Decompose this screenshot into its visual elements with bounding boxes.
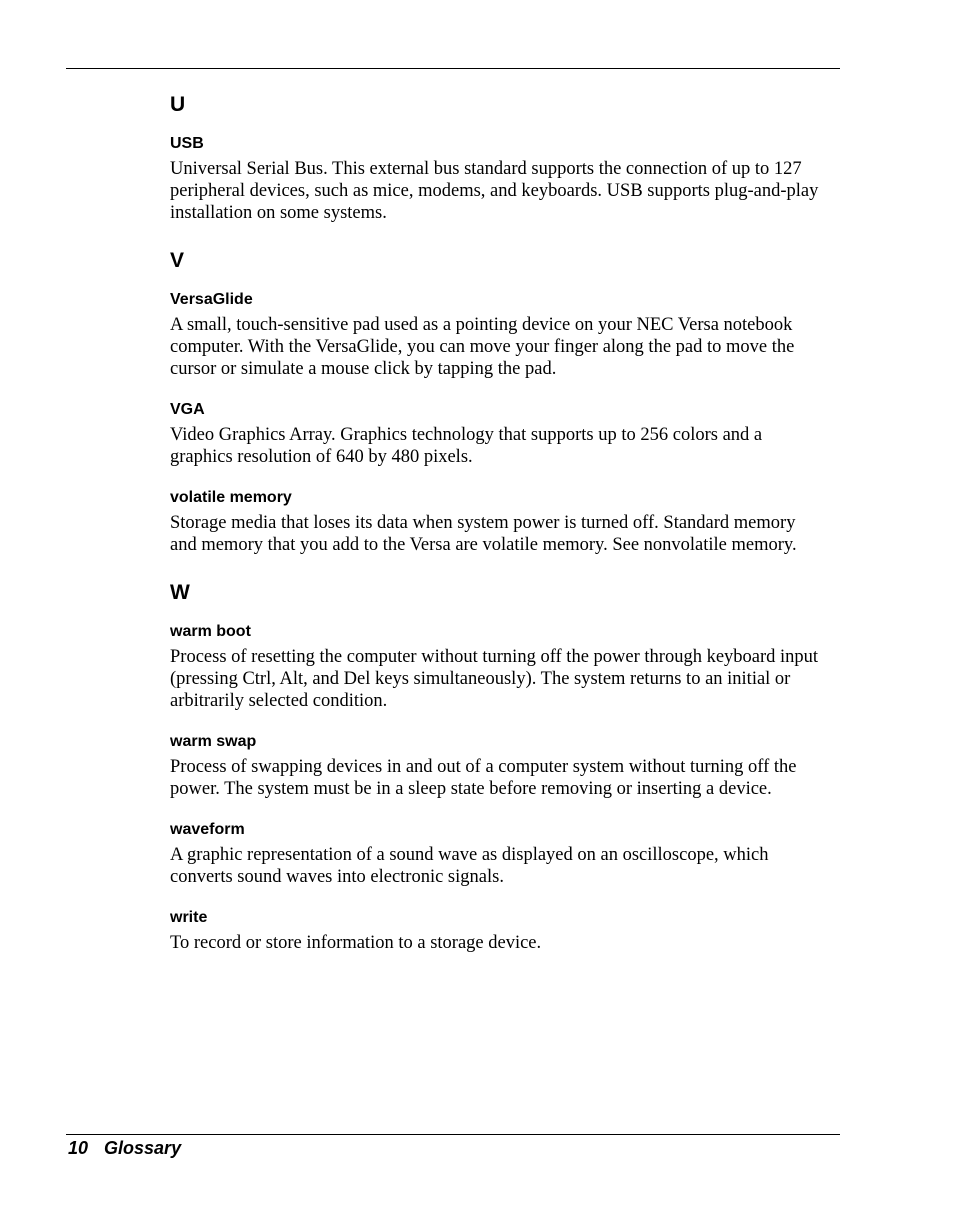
definition-line: To record or store information to a storage device. [170,933,542,953]
glossary-term: write [170,909,208,926]
glossary-section [170,248,840,556]
glossary-entry [170,622,840,712]
definition-line: Process of resetting the computer without turning off the power through keyboard input [170,647,819,667]
glossary-definition [170,512,840,556]
section-letter: U [170,93,186,116]
glossary-definition [170,424,840,468]
glossary-entry [170,908,840,954]
footer-title: Glossary [104,1138,182,1158]
glossary-entry [170,134,840,224]
glossary-term: warm swap [170,733,257,750]
definition-line: (pressing Ctrl, Alt, and Del keys simultaneously). The system returns to an initial or [170,669,791,689]
definition-line: Video Graphics Array. Graphics technology that supports up to 256 colors and a [170,425,763,445]
glossary-definition [170,844,840,888]
glossary-entry [170,290,840,380]
definition-line: power. The system must be in a sleep state before removing or inserting a device. [170,779,772,799]
definition-line: Universal Serial Bus. This external bus standard supports the connection of up to 127 [170,159,802,179]
glossary-term: warm boot [170,623,251,640]
definition-line: installation on some systems. [170,203,387,223]
footer-rule [66,1134,840,1135]
definition-line: and memory that you add to the Versa are volatile memory. See nonvolatile memory. [170,535,797,555]
glossary-entry [170,400,840,468]
definition-line: A graphic representation of a sound wave as displayed on an oscilloscope, which [170,845,769,865]
glossary-definition [170,756,840,800]
definition-line: peripheral devices, such as mice, modems, and keyboards. USB supports plug-and-play [170,181,819,201]
glossary-term: USB [170,135,204,152]
glossary-section [170,580,840,954]
glossary-term: waveform [170,821,245,838]
glossary-term: volatile memory [170,489,292,506]
glossary-entry [170,820,840,888]
glossary-definition [170,932,840,954]
glossary-definition [170,646,840,712]
glossary-content [170,92,840,978]
glossary-section [170,92,840,224]
glossary-definition [170,158,840,224]
page-footer [68,1137,181,1159]
glossary-term: VGA [170,401,205,418]
definition-line: arbitrarily selected condition. [170,691,388,711]
section-letter: V [170,249,185,272]
definition-line: graphics resolution of 640 by 480 pixels. [170,447,473,467]
glossary-term: VersaGlide [170,291,253,308]
section-letter: W [170,581,190,604]
definition-line: converts sound waves into electronic signals. [170,867,504,887]
glossary-definition [170,314,840,380]
page-number: 10 [68,1138,89,1158]
glossary-entry [170,488,840,556]
definition-line: computer. With the VersaGlide, you can move your finger along the pad to move the [170,337,795,357]
definition-line: A small, touch-sensitive pad used as a pointing device on your NEC Versa notebook [170,315,793,335]
definition-line: cursor or simulate a mouse click by tapping the pad. [170,359,557,379]
glossary-entry [170,732,840,800]
header-rule [66,68,840,69]
definition-line: Process of swapping devices in and out of a computer system without turning off the [170,757,797,777]
definition-line: Storage media that loses its data when system power is turned off. Standard memory [170,513,796,533]
